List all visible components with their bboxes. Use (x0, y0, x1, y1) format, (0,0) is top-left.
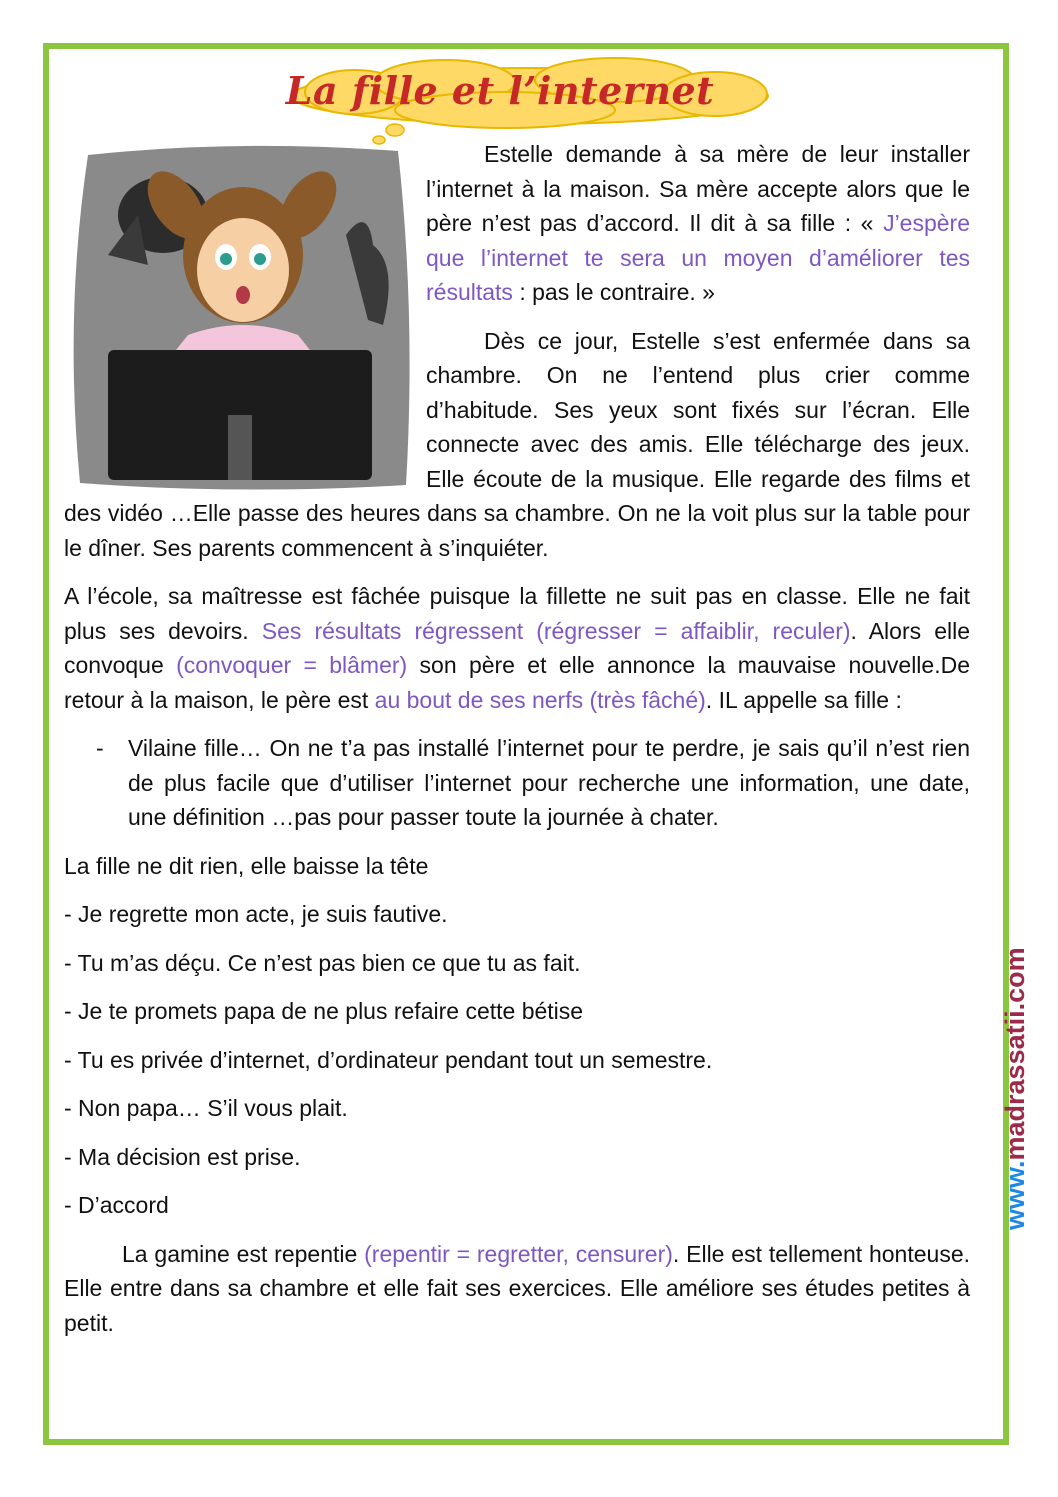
dialog-line: - D’accord (64, 1192, 169, 1218)
title-banner (285, 54, 775, 146)
dialog-line: La fille ne dit rien, elle baisse la tête (64, 852, 429, 879)
watermark-site: madrassatii.com (1000, 947, 1030, 1161)
site-watermark (1000, 947, 1031, 1230)
intro-paragraph-2: Dès ce jour, Estelle s’est enfermée dans sa chambre. On ne l’entend plus crier comme d’habitude. Ses yeux sont fixés sur l’écran. Elle connecte avec des amis. Elle télécharge des jeux. Elle écoute de la musique. Elle regarde des films et des vidéo …Elle passe des heures dans sa chambre. On ne la voit plus sur la table pour le dîner. Ses parents commencent à s’inquiéter. (64, 327, 970, 561)
school-text-1: A l’école, sa maîtresse est fâchée puisque la fillette ne suit pas en classe. Elle ne fait plus ses devoirs. (64, 583, 970, 644)
story-text (64, 137, 970, 1340)
dialog-line: - Ma décision est prise. (64, 1143, 301, 1170)
ending-text-2: . Elle est tellement honteuse. Elle entre dans sa chambre et elle fait ses exercices. Elle améliore ses études petites à petit. (64, 1240, 971, 1336)
school-text-2: . Alors elle convoque (64, 617, 970, 678)
vocab-nerfs: au bout de ses nerfs (très fâché) (374, 686, 706, 713)
school-text-3: son père et elle annonce la mauvaise nouvelle.De retour à la maison, le père est (64, 652, 970, 713)
dialog-line: - Tu m’as déçu. Ce n’est pas bien ce que tu as fait. (64, 949, 581, 976)
school-paragraph (64, 579, 970, 717)
ending-paragraph (64, 1237, 970, 1341)
dialog-line: - Je te promets papa de ne plus refaire cette bétise (64, 998, 584, 1024)
intro-text-end: : pas le contraire. » (512, 279, 715, 305)
dialog-dash: - (96, 735, 104, 761)
illustration-spacer (64, 137, 426, 482)
page-title: La fille et l’internet (285, 68, 715, 113)
school-text-4: . IL appelle sa fille : (705, 686, 902, 713)
father-speech (64, 731, 970, 835)
vocab-regresser: Ses résultats régressent (régresser = affaiblir, reculer) (261, 617, 851, 644)
dialog-line: - Non papa… S’il vous plait. (64, 1095, 348, 1121)
vocab-repentir: (repentir = regretter, censurer) (364, 1240, 673, 1267)
intro-text: Estelle demande à sa mère de leur installer l’internet à la maison. Sa mère accepte alors que le père n’est pas d’accord. Il dit à sa fille : « (426, 141, 970, 236)
ending-text-1: La gamine est repentie (122, 1240, 365, 1267)
vocab-convoquer: (convoquer = blâmer) (176, 652, 408, 678)
dialog-line: - Je regrette mon acte, je suis fautive. (64, 901, 448, 927)
watermark-prefix: www. (1000, 1160, 1030, 1230)
dialog-line: - Tu es privée d’internet, d’ordinateur pendant tout un semestre. (64, 1046, 713, 1073)
father-speech-text: Vilaine fille… On ne t’a pas installé l’internet pour te perdre, je sais qu’il n’est rien de plus facile que d’utiliser l’internet pour recherche une information, une date, une définition …pas pour passer toute la journée à chater. (128, 735, 970, 830)
father-quote: J’espère que l’internet te sera un moyen d’améliorer tes résultats (426, 210, 970, 305)
